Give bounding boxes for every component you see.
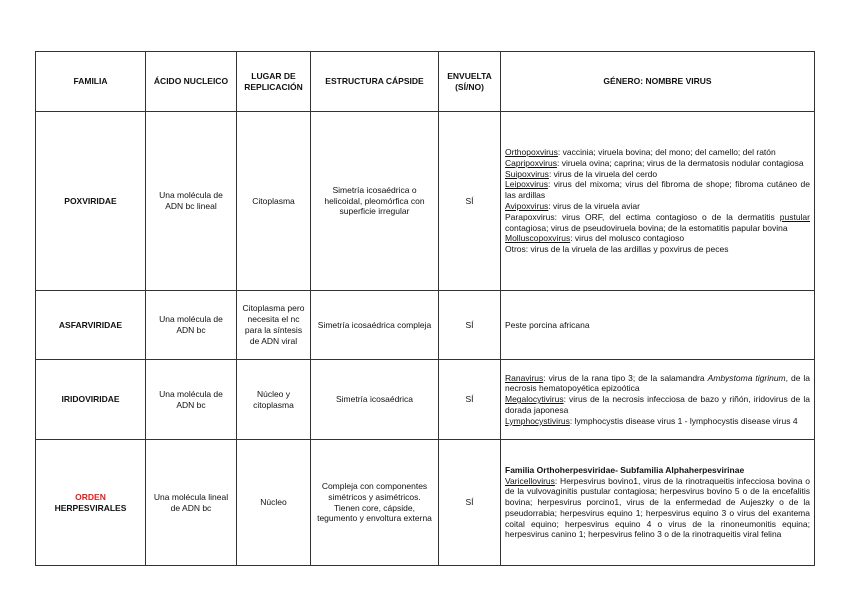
envelope-cell: SÍ <box>439 291 501 360</box>
table-row <box>36 440 815 566</box>
envelope-cell: SÍ <box>439 112 501 291</box>
family-cell: ASFARVIRIDAE <box>36 291 146 360</box>
nucleic-acid-cell: Una molécula de ADN bc <box>146 360 237 440</box>
replication-site-cell: Núcleo y citoplasma <box>237 360 311 440</box>
genus-cell <box>501 360 815 440</box>
genus-entry: Parapoxvirus: virus ORF, del ectima contagioso o de la dermatitis pustular contagiosa; virus de pseudoviruela bovina; de la estomatitis papular bovina <box>505 211 810 233</box>
envelope-cell: SÍ <box>439 440 501 566</box>
header-genero: GÉNERO: NOMBRE VIRUS <box>501 52 815 112</box>
capsid-structure-cell: Simetría icosaédrica o helicoidal, pleomórfica con superficie irregular <box>311 112 439 291</box>
table-row <box>36 360 815 440</box>
genus-entry: Peste porcina africana <box>505 319 590 330</box>
nucleic-acid-cell: Una molécula lineal de ADN bc <box>146 440 237 566</box>
genus-entry: Megalocytivirus: virus de la necrosis infecciosa de bazo y riñón, iridovirus de la dorada japonesa <box>505 394 810 415</box>
header-row <box>36 52 815 112</box>
nucleic-acid-cell: Una molécula de ADN bc lineal <box>146 112 237 291</box>
genus-cell <box>501 112 815 291</box>
family-cell: IRIDOVIRIDAE <box>36 360 146 440</box>
header-estructura-capside: ESTRUCTURA CÁPSIDE <box>311 52 439 112</box>
replication-site-cell: Citoplasma <box>237 112 311 291</box>
capsid-structure-cell: Compleja con componentes simétricos y asimétricos. Tienen core, cápside, tegumento y envoltura externa <box>311 440 439 566</box>
genus-entry: Suipoxvirus: virus de la viruela del cerdo <box>505 168 658 179</box>
family-cell: POXVIRIDAE <box>36 112 146 291</box>
order-name: HERPESVIRALES <box>54 502 127 513</box>
family-cell <box>36 440 146 566</box>
genus-entry: Lymphocystivirus: lymphocystis disease virus 1 - lymphocystis disease virus 4 <box>505 415 798 426</box>
genus-entry: Orthopoxvirus: vaccinia; viruela bovina; del mono; del camello; del ratón <box>505 147 776 158</box>
header-familia: FAMILIA <box>36 52 146 112</box>
replication-site-cell: Citoplasma pero necesita el nc para la síntesis de ADN viral <box>237 291 311 360</box>
virus-classification-table <box>35 51 815 566</box>
genus-entry: Leipoxvirus: virus del mixoma; virus del fibroma de shope; fibroma cutáneo de las ardillas <box>505 179 810 201</box>
header-envuelta: ENVUELTA (SÍ/NO) <box>439 52 501 112</box>
capsid-structure-cell: Simetría icosaédrica <box>311 360 439 440</box>
genus-cell <box>501 440 815 566</box>
genus-entry: Ranavirus: virus de la rana tipo 3; de la salamandra Ambystoma tigrinum, de la necrosis hematopoyética epizoótica <box>505 372 810 394</box>
order-label: ORDEN <box>75 491 106 502</box>
capsid-structure-cell: Simetría icosaédrica compleja <box>311 291 439 360</box>
genus-entry: Varicellovirus: Herpesvirus bovino1, virus de la rinotraqueitis infecciosa bovina o de la vulvovaginitis pustular contagiosa; herpesvirus bovino 5 o de la encefalitis bovina; herpesvirus porcino1, virus de la enfermedad de Aujeszky o de la pseudorrabia; herpesvirus equino 1; herpesvirus equino 3 o virus del exantema coital equino; herpesvirus equino 4 o virus de la rinoneumonitis equina; herpesvirus canino 1; herpesvirus felino 3 o de la rinotraqueitis viral felina <box>505 475 810 540</box>
genus-cell <box>501 291 815 360</box>
genus-entry: Otros: virus de la viruela de las ardillas y poxvirus de peces <box>505 244 729 255</box>
genus-entry: Avipoxvirus: virus de la viruela aviar <box>505 201 640 211</box>
nucleic-acid-cell: Una molécula de ADN bc <box>146 291 237 360</box>
genus-entry: Molluscopoxvirus: virus del molusco contagioso <box>505 233 685 244</box>
table-row <box>36 112 815 291</box>
subfamily-heading: Familia Orthoherpesviridae- Subfamilia Alphaherpesvirinae <box>505 464 745 475</box>
header-lugar-replicacion: LUGAR DE REPLICACIÓN <box>237 52 311 112</box>
replication-site-cell: Núcleo <box>237 440 311 566</box>
header-acido-nucleico: ÁCIDO NUCLEICO <box>146 52 237 112</box>
genus-entry: Capripoxvirus: viruela ovina; caprina; virus de la dermatosis nodular contagiosa <box>505 157 804 168</box>
envelope-cell: SÍ <box>439 360 501 440</box>
table-row <box>36 291 815 360</box>
